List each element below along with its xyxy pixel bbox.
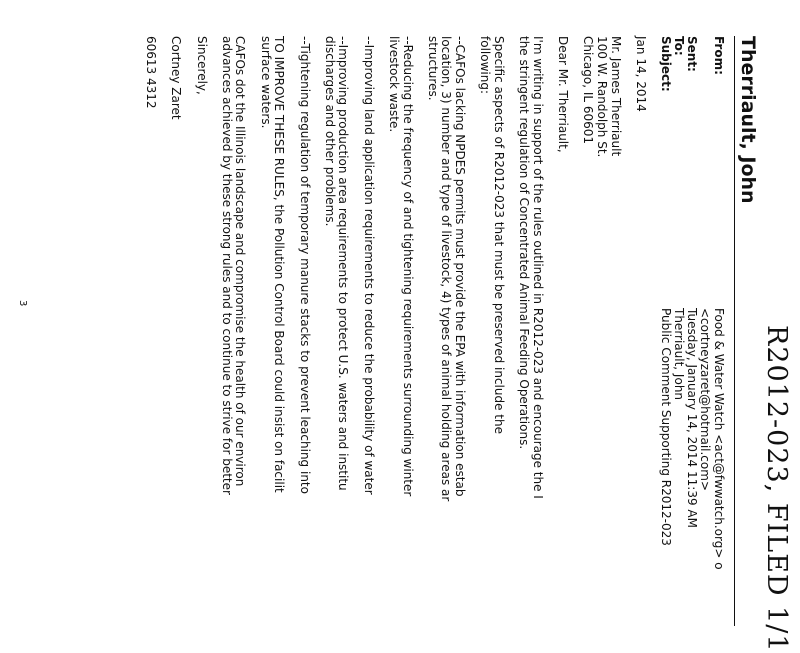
text-line: surface waters. xyxy=(258,36,273,129)
text-line: following: xyxy=(478,36,493,94)
text-line: --Improving land application requirements to reduce the probability of water xyxy=(361,36,376,495)
text-line: discharges and other problems. xyxy=(322,36,337,227)
paragraph-winter xyxy=(386,36,413,621)
paragraph-cafos xyxy=(219,36,246,621)
from-value: Food & Water Watch <act@fwwatch.org> o xyxy=(712,308,726,570)
salutation: Dear Mr. Therriault, xyxy=(556,36,571,153)
page-number: 3 xyxy=(17,300,28,307)
letter-body xyxy=(132,36,647,621)
paragraph-aspects xyxy=(478,36,505,621)
text-line: --CAFOs lacking NPDES permits must provide the EPA with information estab xyxy=(453,36,468,497)
paragraph-manure-stacks xyxy=(297,36,311,621)
text-line: the stringent regulation of Concentrated Animal Feeding Operations. xyxy=(517,36,532,450)
text-line: livestock waste. xyxy=(386,36,401,133)
sent-value: Tuesday, January 14, 2014 11:39 AM xyxy=(685,308,699,528)
paragraph-improve-rules xyxy=(258,36,285,621)
from-label: From: xyxy=(712,36,726,75)
paragraph-npdes xyxy=(425,36,466,621)
text-line: Specific aspects of R2012-023 that must be preserved include the xyxy=(492,36,507,435)
subject-value: Public Comment Supporting R2012-023 xyxy=(659,308,673,546)
address-line: Mr. James Therriault xyxy=(608,36,623,157)
text-line: location, 3) number and type of livestock, 4) types of animal holding areas ar xyxy=(439,36,454,502)
header-divider xyxy=(734,36,735,626)
to-value: Therriault, John xyxy=(672,308,686,401)
recipient-address xyxy=(581,36,622,621)
paragraph-support xyxy=(517,36,544,621)
text-line: --Reducing the frequency of and tightening requirements surrounding winter xyxy=(400,36,415,497)
text-line: --Tightening regulation of temporary manure stacks to prevent leaching into xyxy=(297,36,312,494)
text-line: advances achieved by these strong rules and to continue to strive for better xyxy=(219,36,234,495)
email-owner-name: Therriault, John xyxy=(737,36,759,204)
address-line: Chicago, IL 60601 xyxy=(581,36,596,145)
text-line: --Improving production area requirements to protect U.S. waters and institu xyxy=(336,36,351,491)
letter-date: Jan 14, 2014 xyxy=(634,36,648,112)
text-line: I'm writing in support of the rules outlined in R2012-023 and encourage the I xyxy=(530,36,545,499)
text-line: TO IMPROVE THESE RULES, the Pollution Control Board could insist on facilit xyxy=(272,36,287,493)
subject-label: Subject: xyxy=(659,36,673,92)
text-line: structures. xyxy=(425,36,440,101)
text-line: CAFOs dot the Illinois landscape and compromise the health of our environ xyxy=(233,36,248,487)
address-line: 100 W. Randolph St. xyxy=(595,36,610,158)
to-label: To: xyxy=(672,36,686,56)
signature-name: Cortney Zaret xyxy=(169,36,184,120)
paragraph-production-area xyxy=(322,36,349,621)
signature-zip: 60613 4312 xyxy=(144,36,159,109)
filing-stamp: R2012-023, FILED 1/1 xyxy=(761,325,792,653)
sent-label: Sent: xyxy=(685,36,699,72)
from-email: <cortneyzaret@hotmail.com> xyxy=(698,308,712,491)
closing: Sincerely, xyxy=(194,36,209,95)
paragraph-land-application xyxy=(361,36,375,621)
